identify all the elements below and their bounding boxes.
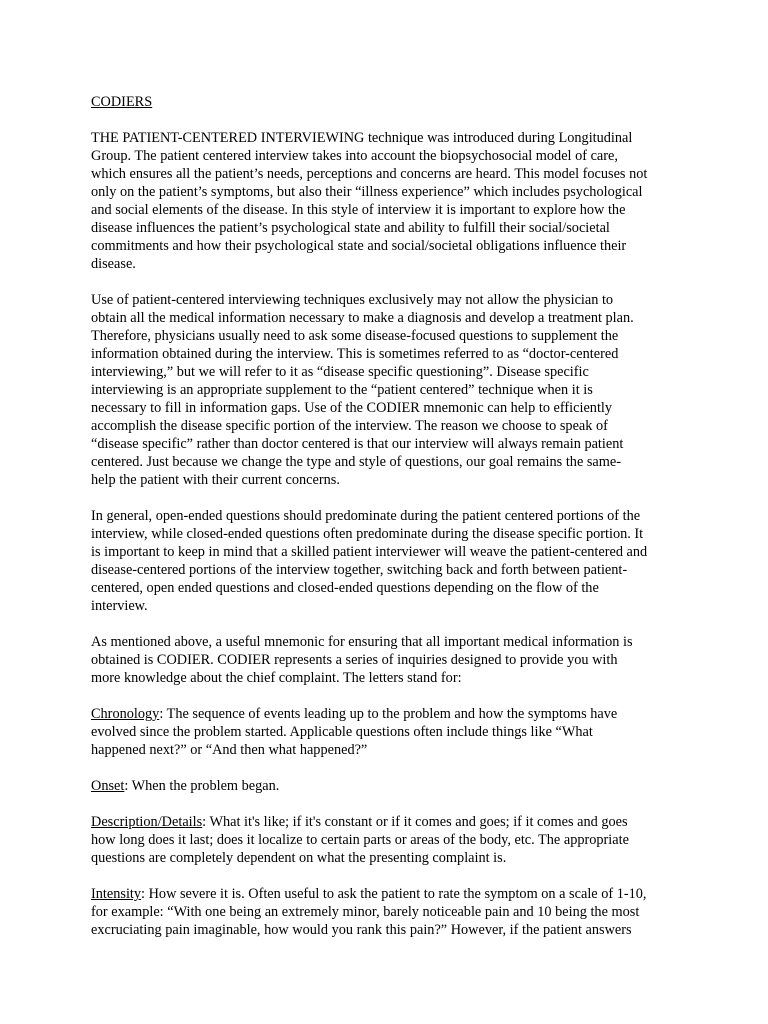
paragraph-disease-specific: Use of patient-centered interviewing techniques exclusively may not allow the physician to obtain all the medical information necessary to make a diagnosis and develop a treatment plan. Therefore, physicians usually need to ask some disease-focused questions to supplement the information obtained during the interview. This is sometimes referred to as “doctor-centered interviewing,” but we will refer to it as “disease specific questioning”. Disease specific interviewing is an appropriate supplement to the “patient centered” technique when it is necessary to fill in information gaps. Use of the CODIER mnemonic can help to efficiently accomplish the disease specific portion of the interview. The reason we choose to speak of “disease specific” rather than doctor centered is that our interview will always remain patient centered. Just because we change the type and style of questions, our goal remains the same- help the patient with their current concerns. (91, 292, 634, 488)
definition-text: : The sequence of events leading up to the problem and how the symptoms have evolved since the problem started. Applicable questions often include things like “What happened next?” or “And then what happened?” (91, 706, 618, 758)
definition-description-details (91, 813, 688, 867)
definition-term: Description/Details (91, 814, 203, 830)
definition-onset (91, 777, 688, 795)
definition-text: : What it's like; if it's constant or if it comes and goes; if it comes and goes how long does it last; does it localize to certain parts or areas of the body, etc. The appropriate questions are completely dependent on what the presenting complaint is. (91, 814, 629, 866)
paragraph-intro: THE PATIENT-CENTERED INTERVIEWING technique was introduced during Longitudinal Group. The patient centered interview takes into account the biopsychosocial model of care, which ensures all the patient’s needs, perceptions and concerns are heard. This model focuses not only on the patient’s symptoms, but also their “illness experience” which includes psychological and social elements of the disease. In this style of interview it is important to explore how the disease influences the patient’s psychological state and ability to fulfill their social/societal commitments and how their psychological state and social/societal obligations influence their disease. (91, 130, 648, 272)
definition-text: : How severe it is. Often useful to ask the patient to rate the symptom on a scale of 1-10, for example: “With one being an extremely minor, barely noticeable pain and 10 being the most excruciating pain imaginable, how would you rank this pain?” However, if the patient answers (91, 886, 647, 938)
paragraph-mnemonic-intro: As mentioned above, a useful mnemonic for ensuring that all important medical information is obtained is CODIER. CODIER represents a series of inquiries designed to provide you with more knowledge about the chief complaint. The letters stand for: (91, 634, 633, 686)
definition-chronology (91, 705, 688, 759)
definition-term: Chronology (91, 706, 160, 722)
paragraph-question-types: In general, open-ended questions should predominate during the patient centered portions of the interview, while closed-ended questions often predominate during the disease specific portion. It is important to keep in mind that a skilled patient interviewer will weave the patient-centered and disease-centered portions of the interview together, switching back and forth between patient- centered, open ended questions and closed-ended questions depending on the flow of the interview. (91, 508, 648, 614)
definition-text: : When the problem began. (124, 778, 280, 794)
document-title: CODIERS (91, 94, 153, 110)
definition-term: Onset (91, 778, 125, 794)
definition-intensity (91, 885, 688, 939)
definition-term: Intensity (91, 886, 142, 902)
